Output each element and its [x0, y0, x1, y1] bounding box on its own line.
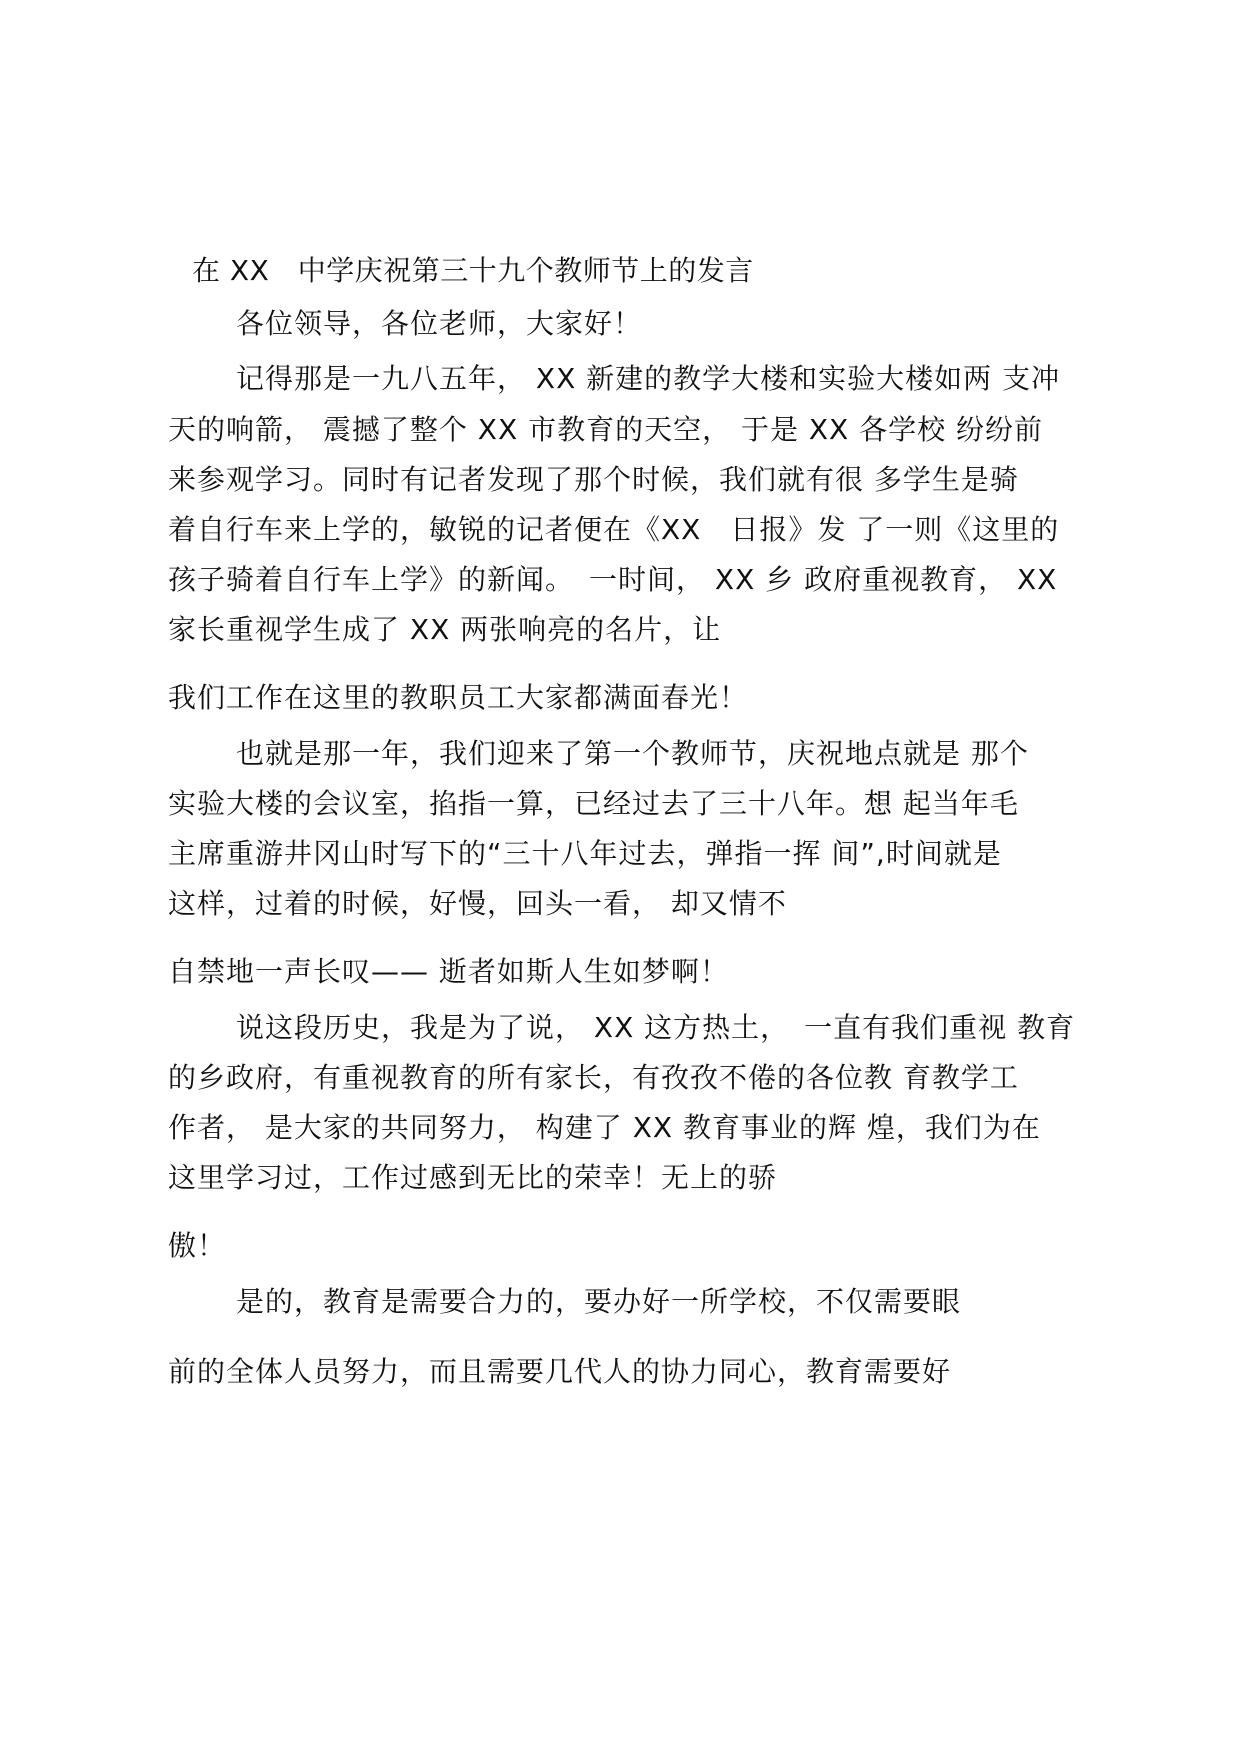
paragraph-line: 我们工作在这里的教职员工大家都满面春光！ [168, 681, 749, 714]
paragraph-line: 实验大楼的会议室，掐指一算，已经过去了三十八年。想 起当年毛 [168, 787, 1019, 820]
document-title: 在 XX 中学庆祝第三十九个教师节上的发言 [192, 254, 754, 287]
paragraph-line: 这里学习过，工作过感到无比的荣幸！无上的骄 [168, 1161, 778, 1194]
paragraph-line: 各位领导，各位老师，大家好！ [236, 307, 643, 340]
paragraph-line: 的乡政府，有重视教育的所有家长，有孜孜不倦的各位教 育教学工 [168, 1061, 1019, 1094]
paragraph-line: 来参观学习。同时有记者发现了那个时候，我们就有很 多学生是骑 [168, 463, 1019, 496]
paragraph-line: 也就是那一年，我们迎来了第一个教师节，庆祝地点就是 那个 [236, 737, 1029, 770]
paragraph-line: 前的全体人员努力，而且需要几代人的协力同心，教育需要好 [168, 1355, 952, 1388]
paragraph-line: 记得那是一九八五年， XX 新建的教学大楼和实验大楼如两 支冲 [236, 362, 1061, 395]
paragraph-line: 是的，教育是需要合力的，要办好一所学校，不仅需要眼 [236, 1285, 962, 1318]
paragraph-line: 天的响箭， 震撼了整个 XX 市教育的天空， 于是 XX 各学校 纷纷前 [168, 413, 1044, 446]
paragraph-line: 傲！ [168, 1229, 227, 1262]
paragraph-line: 主席重游井冈山时写下的“三十八年过去，弹指一挥 间”,时间就是 [168, 837, 1002, 870]
paragraph-line: 家长重视学生成了 XX 两张响亮的名片，让 [168, 613, 722, 646]
paragraph-line: 孩子骑着自行车上学》的新闻。 一时间， XX 乡 政府重视教育， XX [168, 563, 1058, 596]
paragraph-line: 这样，过着的时候，好慢，回头一看， 却又情不 [168, 887, 787, 920]
paragraph-line: 作者， 是大家的共同努力， 构建了 XX 教育事业的辉 煌，我们为在 [168, 1111, 1041, 1144]
paragraph-line: 着自行车来上学的，敏锐的记者便在《XX 日报》发 了一则《这里的 [168, 513, 1060, 546]
paragraph-line: 自禁地一声长叹—— 逝者如斯人生如梦啊！ [168, 955, 729, 988]
paragraph-line: 说这段历史，我是为了说， XX 这方热土， 一直有我们重视 教育 [236, 1011, 1076, 1044]
